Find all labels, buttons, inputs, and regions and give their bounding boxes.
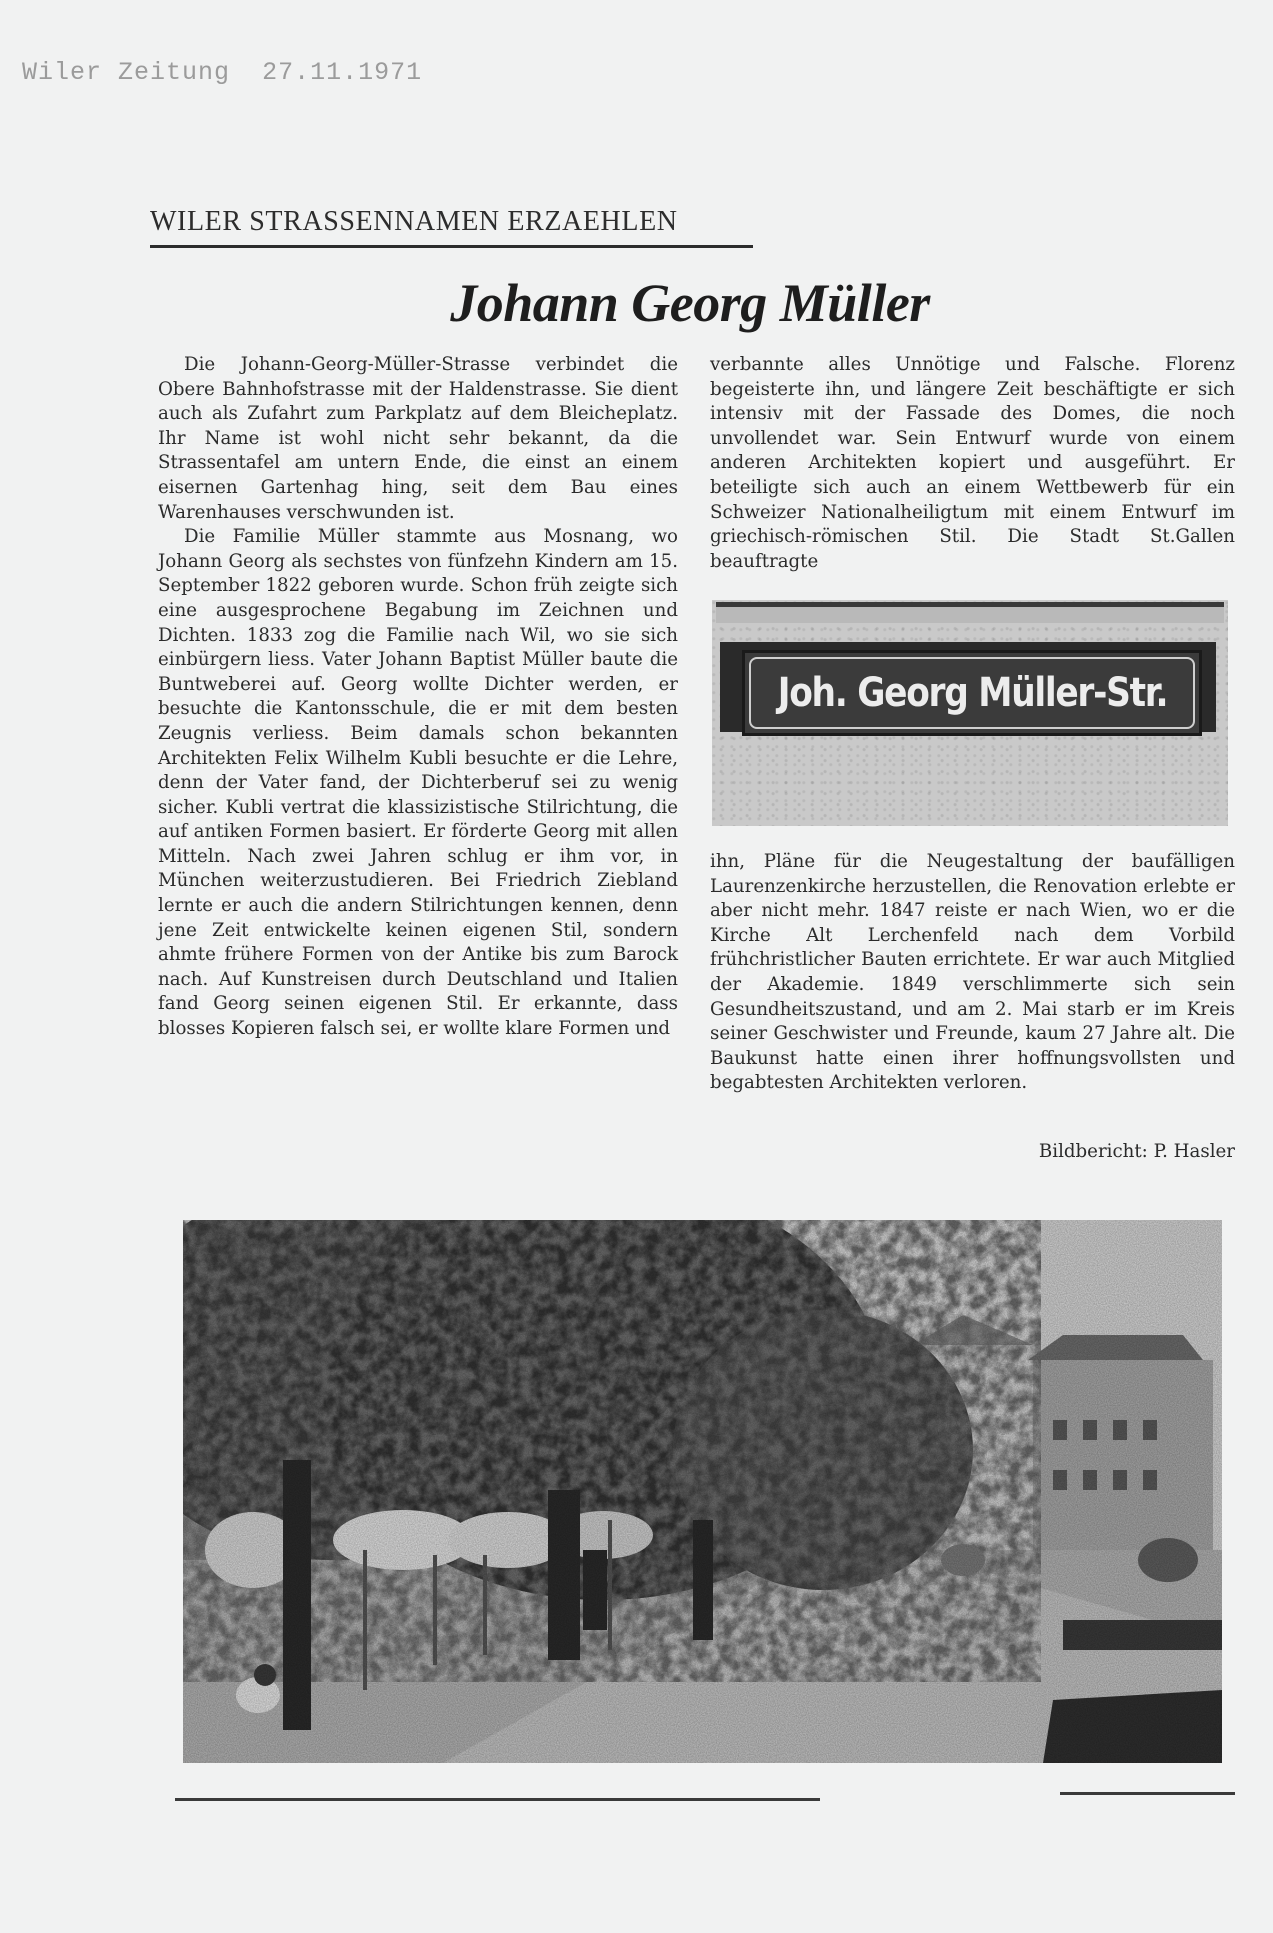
bottom-rule-right <box>1060 1792 1235 1795</box>
street-sign-text: Joh. Georg Müller-Str. <box>777 670 1167 716</box>
paragraph: ihn, Pläne für die Neugestaltung der baufälligen Laurenzenkirche herzustellen, die Renovation erlebte er aber nicht mehr. 1847 reiste er nach Wien, wo er die Kirche Alt Lerchenfeld nach dem Vorbild frühchristlicher Bauten errichtete. Er war auch Mitglied der Akademie. 1849 verschlimmerte sich sein Gesundheitszustand, und am 2. Mai starb er im Kreis seiner Geschwister und Freunde, kaum 27 Jahre alt. Die Baukunst hatte einen ihrer hoffnungsvollsten und begabtesten Architekten verloren. <box>710 851 1235 1094</box>
halftone-grain <box>183 1220 1222 1763</box>
stamp-date: 27.11.1971 <box>262 58 423 87</box>
photo-lintel <box>716 607 1224 623</box>
stamp-publication: Wiler Zeitung <box>22 58 231 87</box>
paragraph: Die Familie Müller stammte aus Mosnang, wo Johann Georg als sechstes von fünfzehn Kindern am 15. September 1822 geboren wurde. Schon früh zeigte sich eine ausgesprochene Begabung im Zeichnen und Dichten. 1833 zog die Familie nach Wil, wo sie sich einbürgern liess. Vater Johann Baptist Müller baute die Buntweberei auf. Georg wollte Dichter werden, er besuchte die Kantonsschule, die er mit dem besten Zeugnis verliess. Beim damals schon bekannten Architekten Felix Wilhelm Kubli besuchte er die Lehre, denn der Vater fand, der Dichterberuf sei zu wenig sicher. Kubli vertrat die klassizistische Stilrichtung, die auf antiken Formen basiert. Er förderte Georg mit allen Mitteln. Nach zwei Jahren schlug er ihm vor, in München weiterzustudieren. Bei Friedrich Ziebland lernte er auch die andern Stilrichtungen kennen, denn jene Zeit entwickelte keinen eigenen Stil, sondern ahmte frühere Formen von der Antike bis zum Barock nach. Auf Kunstreisen durch Deutschland und Italien fand Georg seinen eigenen Stil. Er erkannte, dass blosses Kopieren falsch sei, er wollte klare Formen und <box>158 526 678 1040</box>
street-sign-photo <box>712 600 1228 826</box>
section-kicker: WILER STRASSENNAMEN ERZAEHLEN <box>150 206 678 237</box>
right-column-top <box>710 353 1235 574</box>
paragraph: verbannte alles Unnötige und Falsche. Florenz begeisterte ihn, und längere Zeit beschäftigte er sich intensiv mit der Fassade des Domes, die noch unvollendet war. Sein Entwurf wurde von einem anderen Architekten kopiert und ausgeführt. Er beteiligte sich auch an einem Wettbewerb für ein Schweizer Nationalheiligtum mit einem Entwurf im griechisch-römischen Stil. Die Stadt St.Gallen beauftragte <box>710 354 1235 572</box>
typewritten-stamp <box>22 58 422 87</box>
street-scene-photo <box>183 1220 1222 1763</box>
bottom-rule-left <box>175 1798 820 1801</box>
left-column <box>158 353 678 1042</box>
right-column-bottom <box>710 850 1235 1096</box>
paragraph: Die Johann-Georg-Müller-Strasse verbindet die Obere Bahnhofstrasse mit der Haldenstrasse. Sie dient auch als Zufahrt zum Parkplatz auf dem Bleicheplatz. Ihr Name ist wohl nicht sehr bekannt, da die Strassentafel am untern Ende, die einst an einem eisernen Gartenhag hing, seit dem Bau eines Warenhauses verschwunden ist. <box>158 354 678 523</box>
street-sign-plate <box>742 650 1202 736</box>
street-scene-illustration <box>183 1220 1222 1763</box>
photo-credit-byline: Bildbericht: P. Hasler <box>1038 1141 1235 1162</box>
kicker-underline <box>150 245 753 248</box>
article-title: Johann Georg Müller <box>450 273 930 333</box>
